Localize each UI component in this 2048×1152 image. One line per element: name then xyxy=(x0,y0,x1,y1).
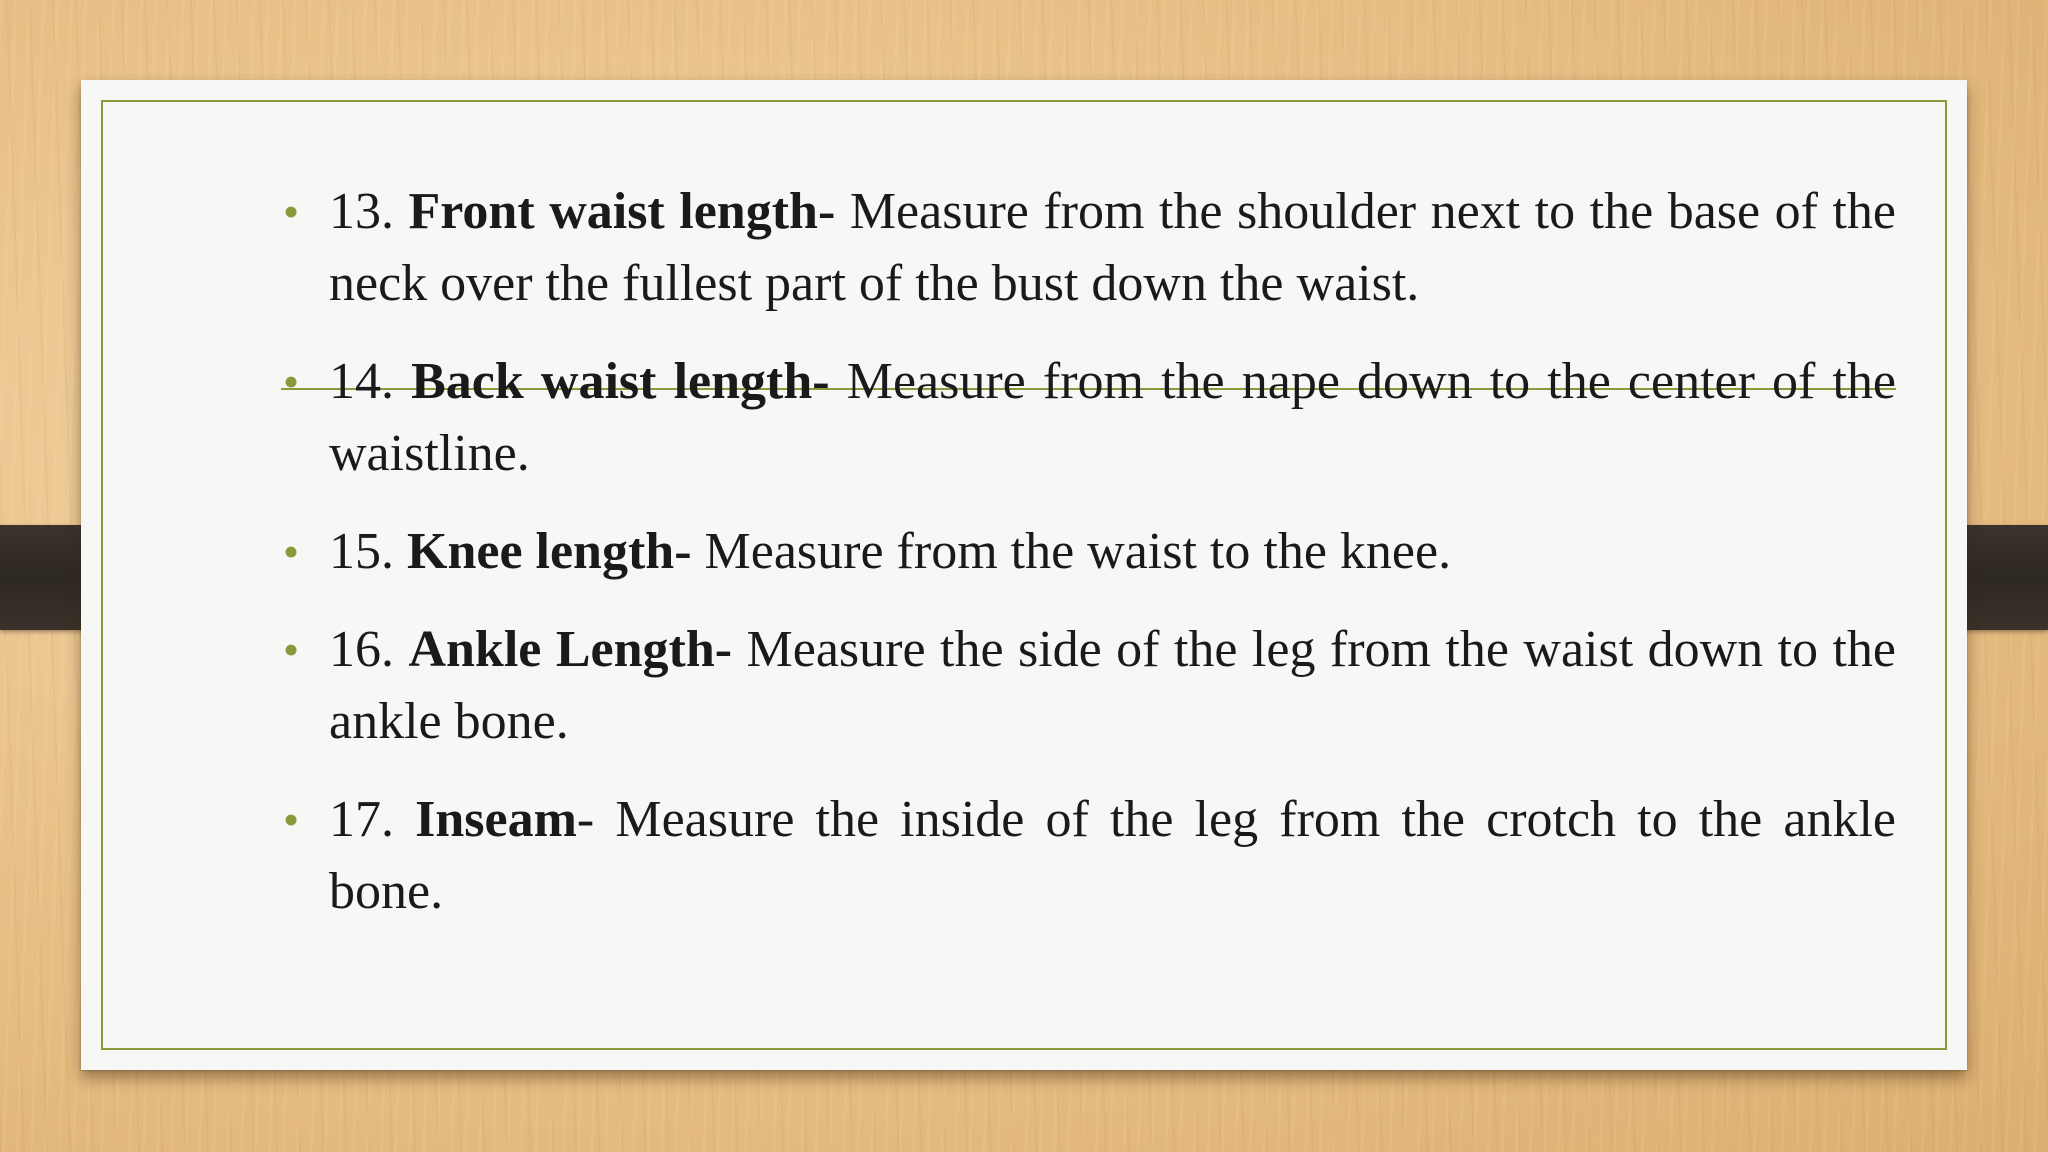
bullet-icon: • xyxy=(283,186,300,237)
bullet-list xyxy=(281,176,1896,954)
item-description: Measure from the shoulder next to the base of the neck over the fullest part of the bust down the waist. xyxy=(329,183,1896,312)
item-description: Measure from the nape down to the center of the waistline. xyxy=(329,353,1896,482)
item-term: Back waist length- xyxy=(411,353,847,410)
item-term: Knee length- xyxy=(407,523,705,580)
bullet-icon: • xyxy=(283,624,300,675)
item-number: 13. xyxy=(329,183,409,240)
list-item xyxy=(281,346,1896,490)
list-item xyxy=(281,784,1896,928)
item-number: 17. xyxy=(329,791,416,848)
item-description: - Measure the inside of the leg from the crotch to the ankle bone. xyxy=(329,791,1896,920)
slide-card xyxy=(81,80,1967,1070)
item-term: Inseam xyxy=(415,791,577,848)
item-term: Ankle Length- xyxy=(408,621,747,678)
item-number: 14. xyxy=(329,353,412,410)
item-description: Measure from the waist to the knee. xyxy=(704,523,1452,580)
item-number: 15. xyxy=(329,523,407,580)
bullet-icon: • xyxy=(283,526,300,577)
bullet-icon: • xyxy=(283,794,300,845)
list-item xyxy=(281,516,1896,588)
list-item xyxy=(281,176,1896,320)
item-term: Front waist length- xyxy=(408,183,850,240)
bullet-icon: • xyxy=(283,356,300,407)
item-description: Measure the side of the leg from the waist down to the ankle bone. xyxy=(329,621,1897,750)
list-item xyxy=(281,614,1896,758)
item-number: 16. xyxy=(329,621,409,678)
